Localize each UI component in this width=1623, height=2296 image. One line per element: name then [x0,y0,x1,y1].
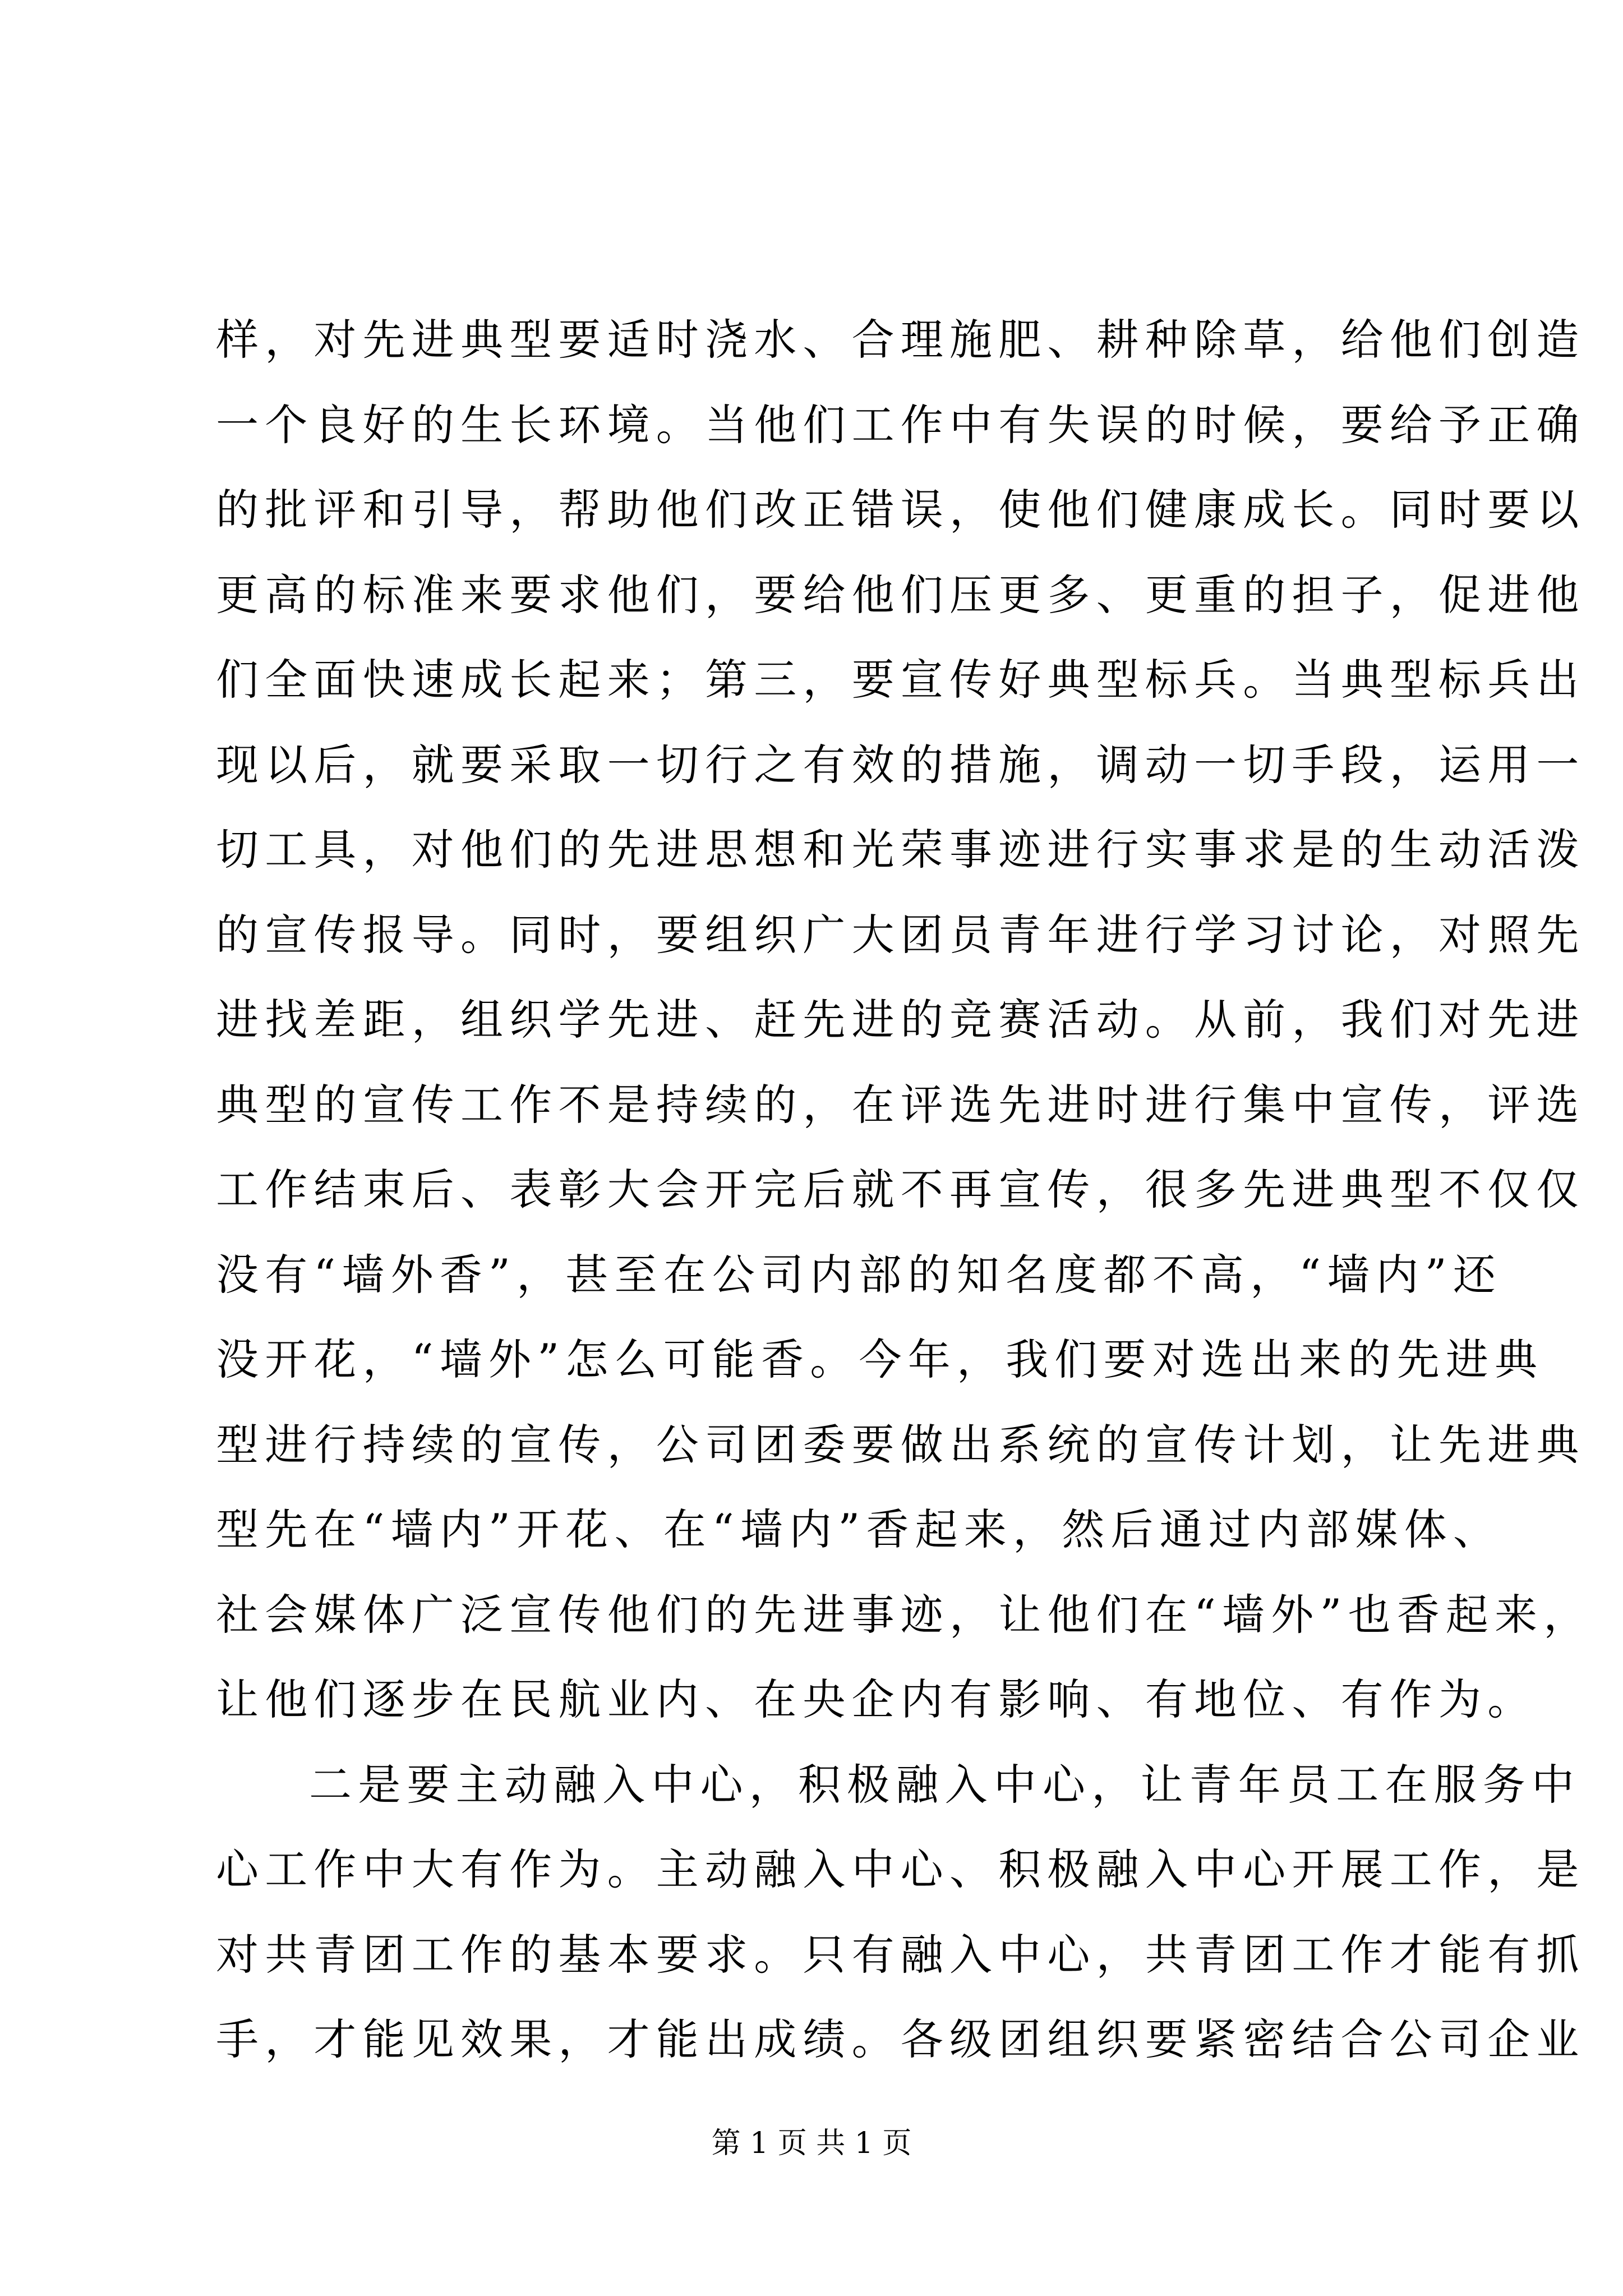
text-line: 样，对先进典型要适时浇水、合理施肥、耕种除草，给他们创造 [216,315,1585,365]
page-footer: 第 1 页 共 1 页 [711,2127,912,2160]
text-line: 让他们逐步在民航业内、在央企内有影响、有地位、有作为。 [216,1674,1537,1724]
text-line: 进找差距，组织学先进、赶先进的竞赛活动。从前，我们对先进 [216,995,1585,1045]
text-line: 的批评和引导，帮助他们改正错误，使他们健康成长。同时要以 [216,485,1585,535]
text-line: 社会媒体广泛宣传他们的先进事迹，让他们在“墙外”也香起来， [216,1589,1593,1640]
text-line: 切工具，对他们的先进思想和光荣事迹进行实事求是的生动活泼 [216,825,1585,875]
text-line: 型先在“墙内”开花、在“墙内”香起来，然后通过内部媒体、 [216,1504,1502,1554]
text-line: 型进行持续的宣传，公司团委要做出系统的宣传计划，让先进典 [216,1419,1585,1470]
text-line: 没开花，“墙外”怎么可能香。今年，我们要对选出来的先进典 [216,1335,1544,1384]
text-line: 典型的宣传工作不是持续的，在评选先进时进行集中宣传，评选 [216,1079,1585,1130]
text-line: 心工作中大有作为。主动融入中心、积极融入中心开展工作，是 [216,1844,1585,1894]
text-line: 对共青团工作的基本要求。只有融入中心，共青团工作才能有抓 [216,1929,1585,1980]
body-text [216,297,1593,2082]
text-line: 没有“墙外香”，甚至在公司内部的知名度都不高，“墙内”还 [216,1249,1502,1300]
text-line: 现以后，就要采取一切行之有效的措施，调动一切手段，运用一 [216,739,1585,790]
text-line: 更高的标准来要求他们，要给他们压更多、更重的担子，促进他 [216,569,1585,620]
text-line: 们全面快速成长起来；第三，要宣传好典型标兵。当典型标兵出 [216,655,1585,705]
text-line: 一个良好的生长环境。当他们工作中有失误的时候，要给予正确 [216,399,1585,450]
text-line: 工作结束后、表彰大会开完后就不再宣传，很多先进典型不仅仅 [216,1165,1585,1214]
paragraph-start-line: 二是要主动融入中心，积极融入中心，让青年员工在服务中 [309,1759,1581,1810]
text-line: 手，才能见效果，才能出成绩。各级团组织要紧密结合公司企业 [216,2014,1585,2064]
text-line: 的宣传报导。同时，要组织广大团员青年进行学习讨论，对照先 [216,909,1585,960]
